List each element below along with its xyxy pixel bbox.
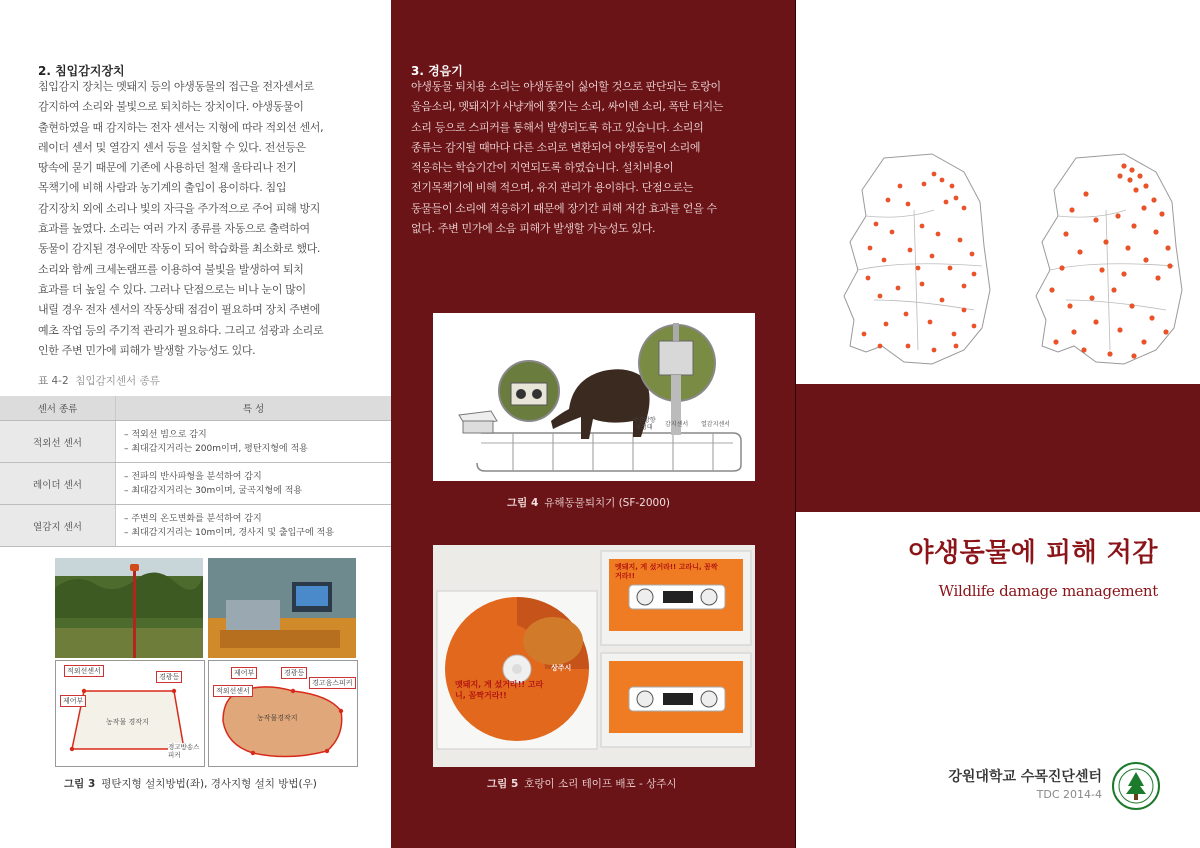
text-line: 적응하는 학습기간이 지연되도록 하였습니다. 설치비용이 <box>411 161 674 175</box>
label-field-2: 농작물경작지 <box>257 714 298 722</box>
feature-line: – 최대감지거리는 30m이며, 굴곡지형에 적용 <box>124 485 303 496</box>
text-line: 침입감지 장치는 멧돼지 등의 야생동물의 접근을 전자센서로 <box>38 80 314 93</box>
table-row <box>0 421 391 463</box>
text-line: 감지하여 소리와 불빛으로 퇴치하는 장치이다. 야생동물이 <box>38 100 304 114</box>
text-line: 소리 등으로 스피커를 통해서 발생되도록 하고 있습니다. 소리의 <box>411 120 704 134</box>
middle-panel <box>391 0 796 848</box>
table-caption-text: 침입감지센서 종류 <box>75 375 160 387</box>
table-row <box>0 463 391 505</box>
text-line: 야생동물 퇴치용 소리는 야생동물이 싫어할 것으로 판단되는 호랑이 <box>411 80 721 93</box>
sensor-features <box>116 421 392 463</box>
label-control: 제어부 <box>60 695 86 707</box>
text-line: 전기목책기에 비해 적으며, 유지 관리가 용이하다. 단점으로는 <box>411 181 694 195</box>
label-speaker-2: 경고음스피커 <box>309 677 356 689</box>
table-header-row <box>0 396 391 421</box>
right-panel <box>796 0 1200 848</box>
feature-line: – 주변의 온도변화를 분석하여 감지 <box>124 513 262 524</box>
label-infrared-2: 적외선센서 <box>213 685 253 697</box>
text-line: 없다. 주변 민가에 소음 피해가 발생할 가능성도 있다. <box>411 222 656 236</box>
sensor-name: 레이더 센서 <box>0 463 116 505</box>
text-line: 동물이 감지된 경우에만 작동이 되어 학습화를 최소화로 했다. <box>38 242 321 256</box>
sensor-features <box>116 463 392 505</box>
figure-4-caption <box>507 495 670 510</box>
cd-brand-text: 상주시 <box>551 664 572 672</box>
document-code: TDC 2014-4 <box>1036 788 1102 801</box>
text-line: 예초 작업 등의 주기적 관리가 필요하다. 그리고 섬광과 소리로 <box>38 323 324 337</box>
left-panel <box>0 0 391 848</box>
figure-5-number: 그림 5 <box>487 778 519 790</box>
figure-4-number: 그림 4 <box>507 497 539 509</box>
text-line: 레이더 센서 및 열감지 센서 등을 설치할 수 있다. 전선등은 <box>38 140 306 154</box>
sensor-features <box>116 505 392 547</box>
fig4-label-night: 야간방향 지정대 <box>632 417 656 431</box>
text-line: 소리와 함께 크세논램프를 이용하여 불빛을 발생하여 퇴치 <box>38 262 304 276</box>
tape-label-text: 멧돼지, 게 섰거라!! 고라니, 꼼짝거라!! <box>615 563 718 580</box>
intrusion-body-text <box>38 77 374 361</box>
organization-name: 강원대학교 수목진단센터 <box>948 769 1102 785</box>
figure-4-device-illustration <box>433 313 755 481</box>
text-line: 동물들이 소리에 적응하기 때문에 장기간 피해 저감 효과를 얻을 수 <box>411 201 717 215</box>
label-field: 농작물 경작지 <box>106 718 149 726</box>
feature-line: – 전파의 반사파형을 분석하여 감지 <box>124 471 262 482</box>
figure-5-caption-text: 호랑이 소리 테이프 배포 - 상주시 <box>524 778 677 790</box>
photo-control-box <box>208 558 356 658</box>
diagram-flat-installation <box>55 660 205 767</box>
maps-band <box>796 0 1200 384</box>
text-line: 목책기에 비해 사람과 농기계의 출입이 용이하다. 침입 <box>38 181 287 195</box>
label-light: 경광등 <box>156 671 182 683</box>
label-light-2: 경광등 <box>281 667 307 679</box>
fig4-label-sensor: 감지센서 <box>665 421 689 428</box>
table-row <box>0 505 391 547</box>
brochure-title: 야생동물에 피해 저감 <box>908 538 1158 568</box>
table-caption-number: 표 4-2 <box>38 375 69 387</box>
table-header: 특 성 <box>116 396 392 421</box>
text-line: 땅속에 묻기 때문에 기존에 사용하던 철재 울타리나 전기 <box>38 161 297 175</box>
text-line: 내릴 경우 전자 센서의 작동상태 점검이 필요하며 장치 주변에 <box>38 303 321 317</box>
text-line: 인한 주변 민가에 피해가 발생할 가능성도 있다. <box>38 343 256 357</box>
cd-label-text: 멧돼지, 게 섰거라!! 고라니, 꼼짝거라!! <box>455 680 544 700</box>
table-caption <box>38 373 160 388</box>
horn-body-text <box>411 77 777 239</box>
section-heading-horn: 3. 경음기 <box>411 64 463 78</box>
figure-3-caption <box>64 776 317 791</box>
sensor-name: 열감지 센서 <box>0 505 116 547</box>
figure-3-caption-text: 평탄지형 설치방법(좌), 경사지형 설치 방법(우) <box>101 778 317 790</box>
figure-5-caption <box>487 776 677 791</box>
figure-4-caption-text: 유해동물퇴치기 (SF-2000) <box>544 497 670 509</box>
text-line: 효과를 더 높일 수 있다. 그러나 단점으로는 비나 눈이 많이 <box>38 282 306 296</box>
label-infrared: 적외선센서 <box>64 665 104 677</box>
brochure-subtitle: Wildlife damage management <box>938 582 1158 600</box>
label-speaker: 경고방송스피커 <box>168 743 202 759</box>
section-heading-intrusion: 2. 침입감지장치 <box>38 64 125 78</box>
figure-3-number: 그림 3 <box>64 778 96 790</box>
feature-line: – 최대감지거리는 200m이며, 평탄지형에 적용 <box>124 443 308 454</box>
figure-5-tape-cd-photo <box>433 545 755 767</box>
fig4-label-heat-sensor: 열감지센서 <box>701 421 730 428</box>
diagram-slope-installation <box>208 660 358 767</box>
text-line: 출현하였을 때 감지하는 전자 센서는 지형에 따라 적외선 센서, <box>38 120 324 134</box>
damage-distribution-map-left <box>814 150 1004 380</box>
text-line: 효과를 높였다. 소리는 여러 가지 종류를 자동으로 출력하여 <box>38 222 310 236</box>
label-control-2: 제어부 <box>231 667 257 679</box>
damage-distribution-map-right <box>1006 150 1196 380</box>
photo-field-sensor-pole <box>55 558 203 658</box>
text-line: 울음소리, 멧돼지가 사냥개에 쫓기는 소리, 싸이렌 소리, 폭탄 터지는 <box>411 100 724 114</box>
sensor-table <box>0 396 391 547</box>
text-line: 종류는 감지될 때마다 다른 소리로 변환되어 야생동물이 소리에 <box>411 140 701 154</box>
table-header: 센서 종류 <box>0 396 116 421</box>
center-seal-logo <box>1112 762 1160 810</box>
feature-line: – 최대감지거리는 10m이며, 경사지 및 출입구에 적용 <box>124 527 334 538</box>
feature-line: – 적외선 빔으로 감지 <box>124 429 207 440</box>
text-line: 감지장치 외에 소리나 빛의 자극을 주가적으로 주어 피해 방지 <box>38 201 321 215</box>
sensor-name: 적외선 센서 <box>0 421 116 463</box>
